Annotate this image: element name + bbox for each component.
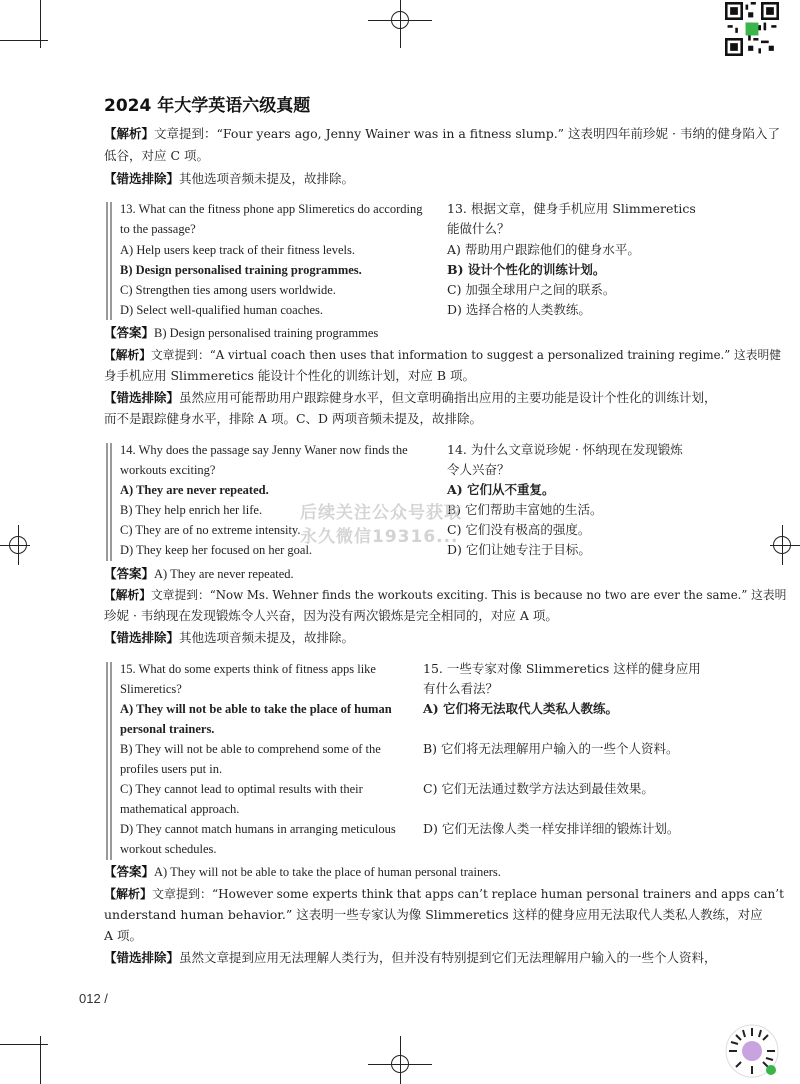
question-en: Slimeretics? — [120, 682, 182, 696]
question-zh: 15. 一些专家对像 Slimmeretics 这样的健身应用 — [423, 661, 701, 676]
analysis-line: 低谷，对应 C 项。 — [104, 148, 210, 163]
option-zh-correct: B) 设计个性化的训练计划。 — [447, 262, 606, 277]
option-en: B) They will not be able to comprehend some of the — [120, 742, 381, 756]
answer-tag: 【答案】 — [104, 864, 155, 879]
question-bar — [106, 443, 108, 561]
option-zh: C) 它们无法通过数学方法达到最佳效果。 — [423, 781, 654, 796]
question-zh: 令人兴奋？ — [447, 462, 510, 477]
question-zh: 能做什么？ — [447, 221, 510, 236]
option-zh-correct: A) 它们将无法取代人类私人教练。 — [423, 701, 618, 716]
option-zh-correct: A) 它们从不重复。 — [447, 482, 555, 497]
page-number: 012 / — [79, 991, 108, 1006]
crop-mark — [0, 40, 48, 41]
option-en: A) Help users keep track of their fitness levels. — [120, 243, 355, 257]
analysis-line: 珍妮 · 韦纳现在发现锻炼令人兴奋，因为没有两次锻炼是完全相同的，对应 A 项。 — [104, 608, 558, 623]
analysis-tag: 【解析】 — [104, 348, 151, 362]
question-bar — [106, 202, 108, 320]
option-zh: B) 它们帮助丰富她的生活。 — [447, 502, 603, 517]
option-zh: C) 加强全球用户之间的联系。 — [447, 282, 616, 297]
analysis-tag: 【解析】 — [104, 126, 155, 141]
registration-circle — [391, 11, 409, 29]
option-en: workout schedules. — [120, 842, 217, 856]
option-en: D) Select well-qualified human coaches. — [120, 303, 324, 317]
answer-tag: 【答案】 — [104, 325, 155, 340]
analysis-text: 文章提到：“Four years ago, Jenny Wainer was in a fitness slump.” 这表明四年前珍妮 · 韦纳的健身陷入了 — [154, 126, 780, 141]
question-en: 14. Why does the passage say Jenny Waner now finds the — [120, 443, 408, 457]
registration-circle — [391, 1055, 409, 1073]
option-zh: B) 它们将无法理解用户输入的一些个人资料。 — [423, 741, 679, 756]
option-en: C) They cannot lead to optimal results with their — [120, 782, 363, 796]
analysis-text: 文章提到：“Now Ms. Wehner finds the workouts exciting. This is because no two are ever the same.” 这表明 — [151, 588, 787, 602]
answer-line — [104, 323, 378, 343]
question-en: workouts exciting? — [120, 463, 216, 477]
answer-text: B) Design personalised training programmes — [154, 326, 379, 340]
question-bar — [110, 662, 112, 860]
question-zh: 13. 根据文章，健身手机应用 Slimmeretics — [447, 201, 696, 216]
question-zh: 有什么看法？ — [423, 681, 499, 696]
exclude-text: 虽然应用可能帮助用户跟踪健身水平，但文章明确指出应用的主要功能是设计个性化的训练计划， — [179, 390, 717, 405]
option-en-correct: personal trainers. — [120, 722, 215, 736]
option-zh: D) 它们让她专注于目标。 — [447, 542, 591, 557]
answer-text: A) They will not be able to take the place of human personal trainers. — [154, 865, 501, 879]
exclude-tag: 【错选排除】 — [104, 950, 180, 965]
analysis-line — [104, 585, 786, 605]
qr-code-icon — [725, 2, 779, 56]
question-en: to the passage? — [120, 222, 196, 236]
analysis-line — [104, 345, 781, 365]
question-zh: 14. 为什么文章说珍妮 · 怀纳现在发现锻炼 — [447, 442, 683, 457]
registration-circle — [9, 536, 27, 554]
option-zh: A) 帮助用户跟踪他们的健身水平。 — [447, 242, 640, 257]
question-en: 15. What do some experts think of fitness apps like — [120, 662, 376, 676]
answer-line — [104, 862, 501, 882]
exclude-line — [104, 948, 717, 968]
exclude-line — [104, 628, 354, 648]
exclude-line: 而不是跟踪健身水平，排除 A 项。C、D 两项音频未提及，故排除。 — [104, 411, 483, 426]
exclude-line — [104, 388, 717, 408]
analysis-tag: 【解析】 — [104, 588, 151, 602]
option-en: D) They cannot match humans in arranging meticulous — [120, 822, 396, 836]
exclude-line — [104, 169, 354, 189]
analysis-line — [104, 884, 784, 904]
exclude-text: 其他选项音频未提及，故排除。 — [179, 630, 355, 645]
option-en: C) Strengthen ties among users worldwide. — [120, 283, 336, 297]
analysis-line: A 项。 — [104, 928, 143, 943]
option-en: B) They help enrich her life. — [120, 503, 263, 517]
option-en-correct: B) Design personalised training programmes. — [120, 263, 362, 277]
question-en: 13. What can the fitness phone app Slimeretics do according — [120, 202, 423, 216]
exclude-text: 其他选项音频未提及，故排除。 — [179, 171, 355, 186]
watermark-line: 后续关注公众号获取 — [300, 503, 462, 523]
analysis-tag: 【解析】 — [104, 887, 153, 901]
exclude-tag: 【错选排除】 — [104, 390, 180, 405]
option-en: D) They keep her focused on her goal. — [120, 543, 313, 557]
option-zh: C) 它们没有极高的强度。 — [447, 522, 591, 537]
answer-tag: 【答案】 — [104, 566, 155, 581]
watermark-line: 永久微信19316... — [300, 527, 459, 547]
answer-line — [104, 564, 294, 584]
exclude-tag: 【错选排除】 — [104, 630, 180, 645]
mini-program-code-icon — [725, 1024, 779, 1078]
analysis-line: 身手机应用 Slimmeretics 能设计个性化的训练计划，对应 B 项。 — [104, 368, 476, 383]
registration-circle — [773, 536, 791, 554]
question-bar — [110, 202, 112, 320]
option-en-correct: A) They are never repeated. — [120, 483, 269, 497]
crop-mark — [0, 1044, 48, 1045]
answer-text: A) They are never repeated. — [154, 567, 294, 581]
analysis-text: 文章提到：“However some experts think that apps can’t replace human personal trainers and apps can’t — [152, 887, 784, 901]
analysis-line: understand human behavior.” 这表明一些专家认为像 Slimmeretics 这样的健身应用无法取代人类私人教练，对应 — [104, 907, 763, 922]
option-en: mathematical approach. — [120, 802, 240, 816]
option-zh: D) 它们无法像人类一样安排详细的锻炼计划。 — [423, 821, 680, 836]
option-en: C) They are of no extreme intensity. — [120, 523, 301, 537]
page-title: 2024 年大学英语六级真题 — [104, 96, 311, 116]
option-zh: D) 选择合格的人类教练。 — [447, 302, 591, 317]
exclude-text: 虽然文章提到应用无法理解人类行为，但并没有特别提到它们无法理解用户输入的一些个人资料， — [179, 950, 717, 965]
option-en: profiles users put in. — [120, 762, 223, 776]
question-bar — [110, 443, 112, 561]
analysis-text: 文章提到：“A virtual coach then uses that information to suggest a personalized training regime.” 这表明健 — [151, 348, 782, 362]
question-bar — [106, 662, 108, 860]
analysis-line — [104, 124, 780, 144]
option-en-correct: A) They will not be able to take the place of human — [120, 702, 392, 716]
exclude-tag: 【错选排除】 — [104, 171, 180, 186]
